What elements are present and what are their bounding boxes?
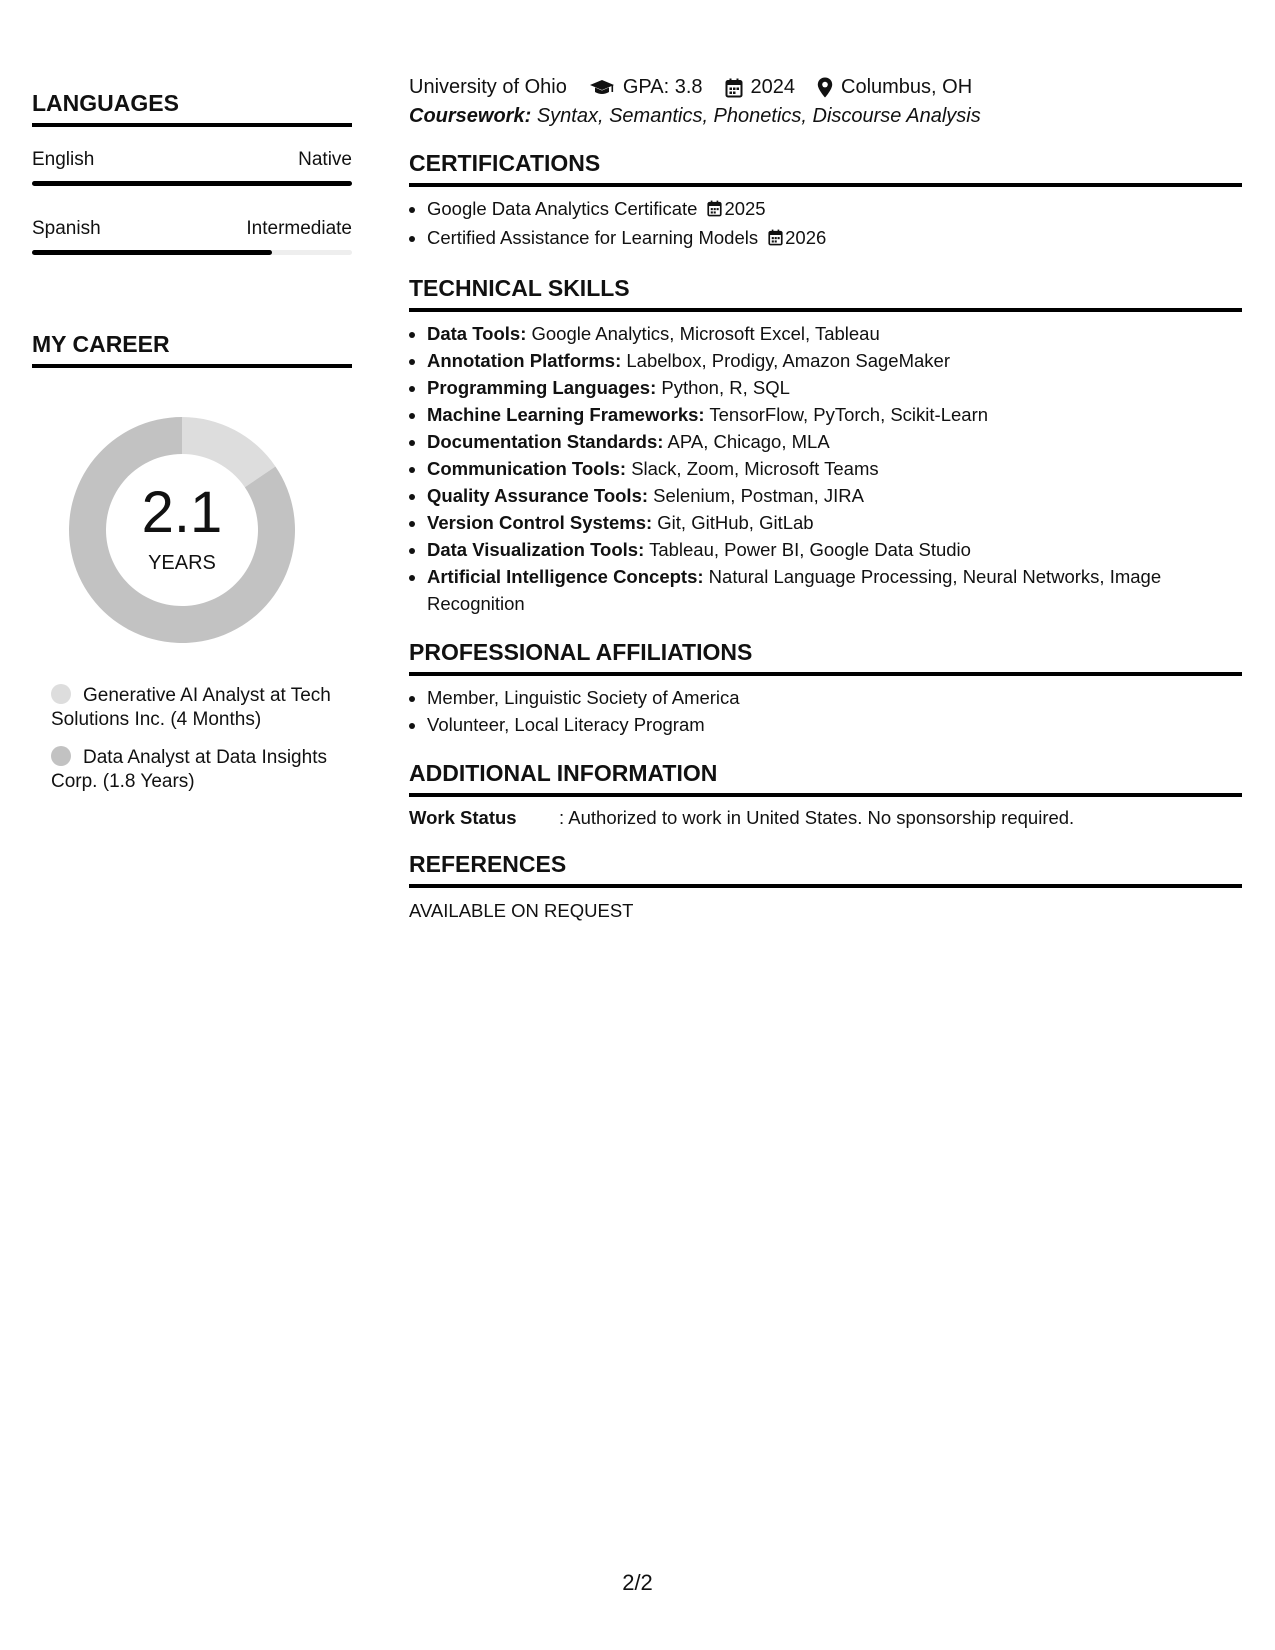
skill-label: Machine Learning Frameworks:: [427, 404, 705, 425]
language-name: Spanish: [32, 218, 101, 239]
skill-label: Quality Assurance Tools:: [427, 485, 649, 506]
references-title: REFERENCES: [409, 851, 1242, 888]
legend-label: Data Analyst at Data Insights Corp. (1.8 Years): [51, 747, 327, 792]
coursework-line: [409, 105, 1242, 128]
affiliations-list: [409, 684, 1242, 738]
references-text: AVAILABLE ON REQUEST: [409, 900, 634, 921]
list-item: [427, 509, 1242, 536]
skill-value: Google Analytics, Microsoft Excel, Tableau: [531, 323, 880, 344]
certification-year: 2025: [724, 198, 766, 219]
skill-label: Data Visualization Tools:: [427, 539, 645, 560]
language-proficiency-bar: [32, 250, 352, 255]
skill-label: Version Control Systems:: [427, 512, 653, 533]
list-item: [427, 428, 1242, 455]
list-item: • Volunteer, Local Literacy Program: [427, 711, 1242, 738]
list-item: • Member, Linguistic Society of America: [427, 684, 1242, 711]
work-status-row: [409, 807, 1242, 829]
language-level: Native: [298, 149, 352, 170]
calendar-icon: [707, 197, 722, 224]
career-legend: [51, 684, 352, 794]
work-status-label: Work Status: [409, 807, 517, 828]
work-status-value: : Authorized to work in United States. No sponsorship required.: [559, 807, 1075, 828]
language-proficiency-bar: [32, 181, 352, 186]
skill-value: Natural Language Processing, Neural Networks, Image Recognition: [427, 566, 1162, 614]
list-item: [427, 374, 1242, 401]
certification-year: 2026: [785, 227, 827, 248]
graduation-cap-icon: [589, 78, 615, 98]
list-item: [427, 536, 1242, 563]
certifications-list: [409, 195, 1242, 253]
list-item: [427, 320, 1242, 347]
skill-label: Programming Languages:: [427, 377, 657, 398]
language-level: Intermediate: [246, 218, 352, 239]
school-name: University of Ohio: [409, 76, 567, 98]
list-item: [427, 563, 1242, 617]
technical-skills-list: [409, 320, 1242, 617]
gpa: GPA: 3.8: [622, 76, 703, 98]
location-pin-icon: [817, 77, 833, 98]
career-total-unit: YEARS: [148, 552, 216, 574]
coursework-list: Syntax, Semantics, Phonetics, Discourse Analysis: [536, 105, 981, 127]
language-item: [32, 149, 352, 186]
language-item: [32, 218, 352, 255]
affiliations-title: PROFESSIONAL AFFILIATIONS: [409, 639, 1242, 676]
legend-dot-icon: [51, 746, 71, 766]
skill-label: Artificial Intelligence Concepts:: [427, 566, 704, 587]
legend-item: [51, 684, 352, 732]
education-line: [409, 76, 1242, 99]
legend-dot-icon: [51, 684, 71, 704]
skill-value: Labelbox, Prodigy, Amazon SageMaker: [626, 350, 950, 371]
calendar-icon: [725, 78, 743, 98]
list-item: [427, 347, 1242, 374]
language-proficiency-fill: [32, 250, 272, 255]
certification-name: Google Data Analytics Certificate: [427, 198, 698, 219]
skill-label: Data Tools:: [427, 323, 527, 344]
career-total-value: 2.1: [141, 480, 223, 545]
list-item: [427, 455, 1242, 482]
career-title: MY CAREER: [32, 331, 352, 368]
legend-item: [51, 746, 352, 794]
skill-label: Annotation Platforms:: [427, 350, 622, 371]
language-proficiency-fill: [32, 181, 352, 186]
skill-label: Documentation Standards:: [427, 431, 664, 452]
graduation-year: 2024: [750, 76, 796, 98]
skill-value: Slack, Zoom, Microsoft Teams: [631, 458, 879, 479]
calendar-icon: [768, 226, 783, 253]
skill-value: Python, R, SQL: [661, 377, 790, 398]
list-item: [427, 195, 1242, 224]
additional-info-title: ADDITIONAL INFORMATION: [409, 760, 1242, 797]
language-name: English: [32, 149, 95, 170]
coursework-label: Coursework:: [409, 105, 532, 127]
school-location: Columbus, OH: [841, 76, 973, 98]
list-item: [427, 224, 1242, 253]
career-donut-chart: [64, 412, 300, 648]
left-column: [32, 90, 352, 808]
list-item: [427, 482, 1242, 509]
technical-skills-title: TECHNICAL SKILLS: [409, 275, 1242, 312]
right-column: [409, 76, 1242, 922]
skill-value: Git, GitHub, GitLab: [657, 512, 814, 533]
page-number: 2/2: [622, 1570, 653, 1595]
skill-value: APA, Chicago, MLA: [667, 431, 830, 452]
skill-value: Tableau, Power BI, Google Data Studio: [649, 539, 971, 560]
list-item: [427, 401, 1242, 428]
skill-value: Selenium, Postman, JIRA: [653, 485, 864, 506]
certifications-title: CERTIFICATIONS: [409, 150, 1242, 187]
skill-label: Communication Tools:: [427, 458, 627, 479]
languages-title: LANGUAGES: [32, 90, 352, 127]
legend-label: Generative AI Analyst at Tech Solutions Inc. (4 Months): [51, 685, 331, 730]
certification-name: Certified Assistance for Learning Models: [427, 227, 759, 248]
skill-value: TensorFlow, PyTorch, Scikit-Learn: [709, 404, 989, 425]
